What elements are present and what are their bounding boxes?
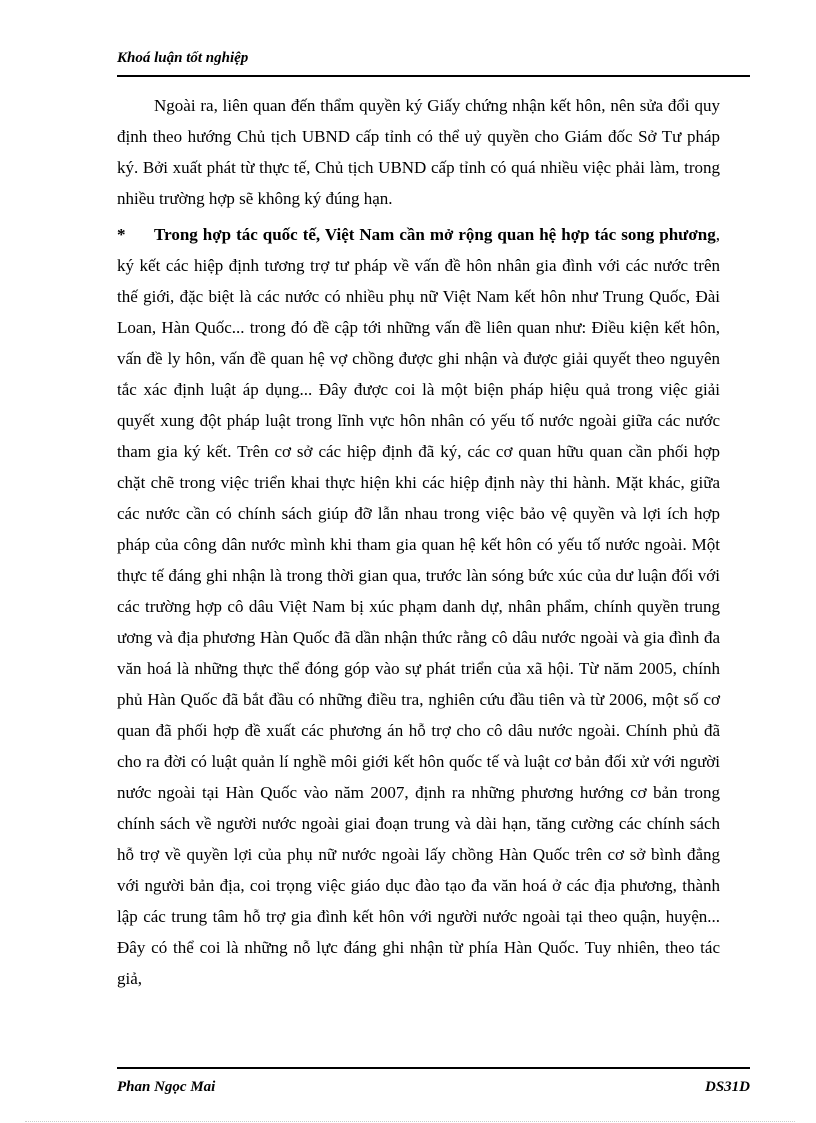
footer-class-code: DS31D: [704, 1079, 750, 1095]
paragraph-2: [117, 219, 720, 994]
header-title: Khoá luận tốt nghiệp: [117, 50, 249, 66]
bullet-marker: *: [117, 225, 126, 244]
paragraph-2-text: , ký kết các hiệp định tương trợ tư pháp về vấn đề hôn nhân gia đình với các nước trên thế giới, đặc biệt là các nước có nhiều phụ nữ Việt Nam kết hôn như Trung Quốc, Đài Loan, Hàn Quốc... trong đó đề cập tới những vấn đề liên quan như: Điều kiện kết hôn, vấn đề ly hôn, vấn đề quan hệ vợ chồng được ghi nhận và được giải quyết theo nguyên tắc xác định luật áp dụng... Đây được coi là một biện pháp hiệu quả trong việc giải quyết xung đột pháp luật trong lĩnh vực hôn nhân có yếu tố nước ngoài giữa các nước tham gia ký kết. Trên cơ sở các hiệp định đã ký, các cơ quan hữu quan cần phối hợp chặt chẽ trong việc triển khai thực hiện khi các hiệp định này thi hành. Mặt khác, giữa các nước cần có chính sách giúp đỡ lẫn nhau trong việc bảo vệ quyền và lợi ích hợp pháp của công dân nước mình khi tham gia quan hệ kết hôn có yếu tố nước ngoài. Một thực tế đáng ghi nhận là trong thời gian qua, trước làn sóng bức xúc của dư luận đối với các trường hợp cô dâu Việt Nam bị xúc phạm danh dự, nhân phẩm, chính quyền trung ương và địa phương Hàn Quốc đã dần nhận thức rằng cô dâu nước ngoài và gia đình đa văn hoá là những thực thể đóng góp vào sự phát triển của xã hội. Từ năm 2005, chính phủ Hàn Quốc đã bắt đầu có những điều tra, nghiên cứu đầu tiên và từ 2006, một số cơ quan đã phối hợp đề xuất các phương án hỗ trợ cho cô dâu nước ngoài. Chính phủ đã cho ra đời có luật quản lí nghề môi giới kết hôn quốc tế và luật cơ bản đối xử với người nước ngoài tại Hàn Quốc vào năm 2007, định ra những phương hướng cơ bản trong chính sách về người nước ngoài giai đoạn trung và dài hạn, tăng cường các chính sách hỗ trợ về quyền lợi của phụ nữ nước ngoài lấy chồng Hàn Quốc trên cơ sở bình đẳng với người bản địa, coi trọng việc giáo dục đào tạo đa văn hoá ở các địa phương, thành lập các trung tâm hỗ trợ gia đình kết hôn với người nước ngoài tại theo quận, huyện... Đây có thể coi là những nỗ lực đáng ghi nhận từ phía Hàn Quốc. Tuy nhiên, theo tác giả,: [117, 225, 720, 988]
page-edge-divider: [25, 1121, 795, 1122]
page-footer: [117, 1067, 750, 1099]
page-header: [117, 46, 750, 77]
paragraph-2-bold-lead: Trong hợp tác quốc tế, Việt Nam cần mở rộng quan hệ hợp tác song phương: [154, 225, 716, 244]
footer-author: Phan Ngọc Mai: [117, 1079, 216, 1095]
body-text: [117, 90, 720, 999]
paragraph-1: Ngoài ra, liên quan đến thẩm quyền ký Giấy chứng nhận kết hôn, nên sửa đổi quy định theo hướng Chủ tịch UBND cấp tỉnh có thể uỷ quyền cho Giám đốc Sở Tư pháp ký. Bởi xuất phát từ thực tế, Chủ tịch UBND cấp tỉnh có quá nhiều việc phải làm, trong nhiều trường hợp sẽ không ký đúng hạn.: [117, 96, 720, 208]
